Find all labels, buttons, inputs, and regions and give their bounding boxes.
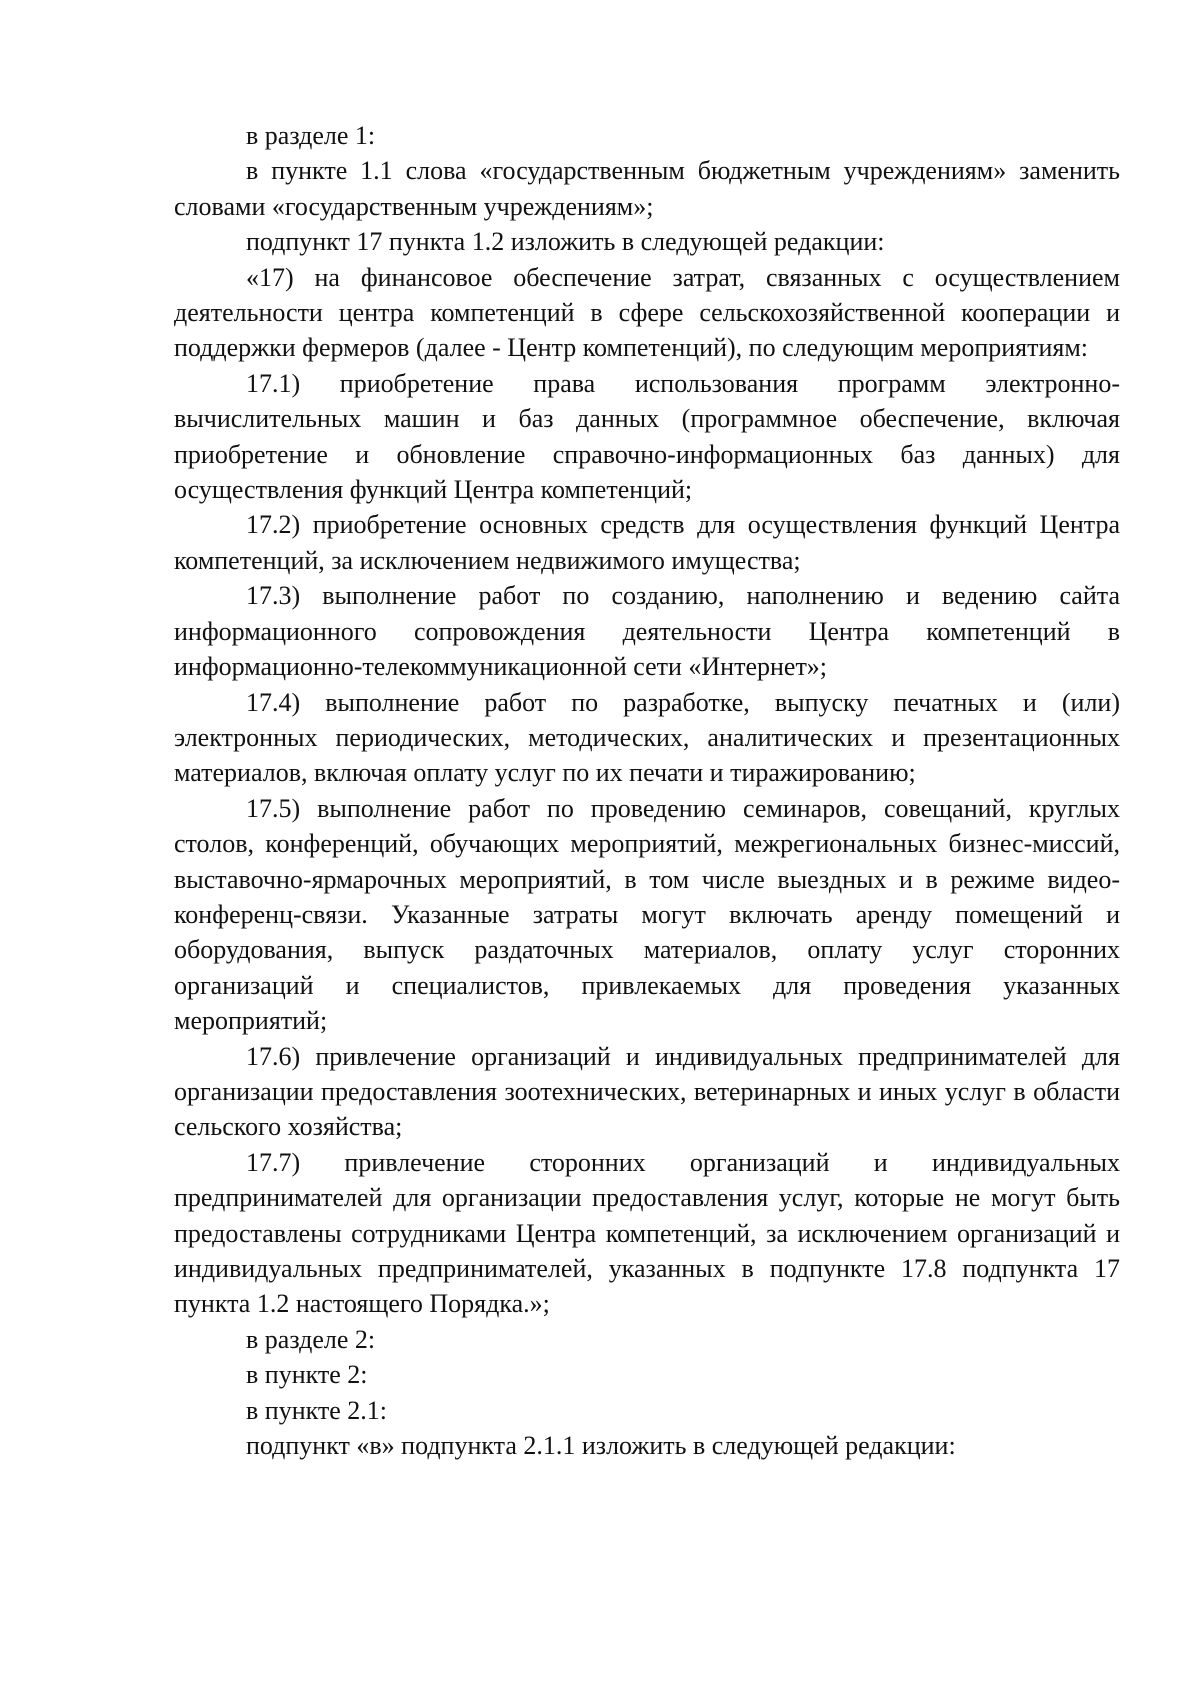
- paragraph-section-1: в разделе 1:: [246, 121, 376, 150]
- paragraph-item-2: в пункте 2:: [246, 1360, 368, 1390]
- paragraph-17-7: 17.7) привлечение сторонних организаций и индивидуальных предпринимателей для организации предоставления услуг, которые не могут быть предоставлены сотрудниками Центра компетенций, за исключением организаций и индивидуальных предпринимателей, указанных в подпункте 17.8 подпункта 17 пункта 1.2 настоящего Порядка.»;: [174, 1147, 1120, 1319]
- paragraph-17-1: 17.1) приобретение права использования программ электронно-вычислительных машин и баз данных (программное обеспечение, включая приобретение и обновление справочно-информационных баз данных) для осуществления функций Центра компетенций;: [174, 368, 1120, 505]
- paragraph-item-1-1: в пункте 1.1 слова «государственным бюджетным учреждениям» заменить словами «государственным учреждениям»;: [174, 156, 1120, 221]
- paragraph-17-2: 17.2) приобретение основных средств для осуществления функций Центра компетенций, за исключением недвижимого имущества;: [174, 510, 1120, 575]
- paragraph-17-6: 17.6) привлечение организаций и индивидуальных предпринимателей для организации предоставления зоотехнических, ветеринарных и иных услуг в области сельского хозяйства;: [174, 1041, 1120, 1142]
- paragraph-17-3: 17.3) выполнение работ по созданию, наполнению и ведению сайта информационного сопровождения деятельности Центра компетенций в информационно-телекоммуникационной сети «Интернет»;: [174, 581, 1120, 682]
- paragraph-section-2: в разделе 2:: [246, 1324, 376, 1354]
- document-body: [174, 118, 1120, 1463]
- paragraph-item-2-1: в пункте 2.1:: [246, 1395, 388, 1425]
- paragraph-subitem-2-1-1: подпункт «в» подпункта 2.1.1 изложить в следующей редакции:: [246, 1431, 956, 1461]
- paragraph-17-4: 17.4) выполнение работ по разработке, выпуску печатных и (или) электронных периодических, методических, аналитических и презентационных материалов, включая оплату услуг по их печати и тиражированию;: [174, 687, 1120, 788]
- paragraph-17-5: 17.5) выполнение работ по проведению семинаров, совещаний, круглых столов, конференций, обучающих мероприятий, межрегиональных бизнес-миссий, выставочно-ярмарочных мероприятий, в том числе выездных и в режиме видео-конференц-связи. Указанные затраты могут включать аренду помещений и оборудования, выпуск раздаточных материалов, оплату услуг сторонних организаций и специалистов, привлекаемых для проведения указанных мероприятий;: [174, 793, 1120, 1036]
- paragraph-17: «17) на финансовое обеспечение затрат, связанных с осуществлением деятельности центра компетенций в сфере сельскохозяйственной кооперации и поддержки фермеров (далее - Центр компетенций), по следующим мероприятиям:: [174, 262, 1120, 363]
- paragraph-subitem-17-intro: подпункт 17 пункта 1.2 изложить в следующей редакции:: [246, 227, 885, 257]
